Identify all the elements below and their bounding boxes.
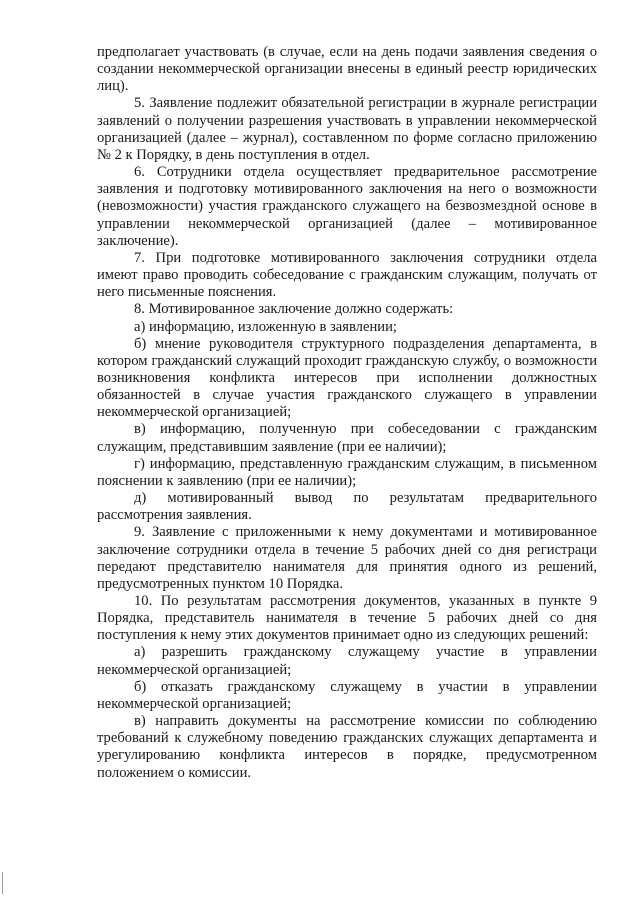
subitem-8v: в) информацию, полученную при собеседовании с гражданским служащим, представившим заявление (при ее наличии); <box>97 421 597 455</box>
subitem-8d: д) мотивированный вывод по результатам предварительного рассмотрения заявления. <box>97 490 597 524</box>
paragraph-continuation: предполагает участвовать (в случае, если на день подачи заявления сведения о создании некоммерческой организации внесены в единый реестр юридических лиц). <box>97 44 597 95</box>
subitem-8g: г) информацию, представленную гражданским служащим, в письменном пояснении к заявлению (при ее наличии); <box>97 455 597 489</box>
subitem-10v: в) направить документы на рассмотрение комиссии по соблюдению требований к служебному поведению гражданских служащих департамента и урегулированию конфликта интересов в порядке, предусмотренном положением о комиссии. <box>97 713 597 781</box>
subitem-8b: б) мнение руководителя структурного подразделения департамента, в котором гражданский служащий проходит гражданскую службу, о возможности возникновения конфликта интересов при исполнении должностных обязанностей в случае участия гражданского служащего в управлении некоммерческой организацией; <box>97 335 597 421</box>
scan-edge-mark <box>2 872 3 894</box>
paragraph-item-5: 5. Заявление подлежит обязательной регистрации в журнале регистрации заявлений о получении разрешения участвовать в управлении некоммерческой организацией (далее – журнал), составленном по форме согласно приложению № 2 к Порядку, в день поступления в отдел. <box>97 95 597 163</box>
paragraph-item-8: 8. Мотивированное заключение должно содержать: <box>134 301 454 318</box>
subitem-8a: а) информацию, изложенную в заявлении; <box>134 318 397 335</box>
paragraph-item-10: 10. По результатам рассмотрения документов, указанных в пункте 9 Порядка, представитель нанимателя в течение 5 рабочих дней со дня поступления к нему этих документов принимает одно из следующих решений: <box>97 593 597 644</box>
subitem-10a: а) разрешить гражданскому служащему участие в управлении некоммерческой организацией; <box>97 644 597 678</box>
paragraph-item-9: 9. Заявление с приложенными к нему документами и мотивированное заключение сотрудники отдела в течение 5 рабочих дней со дня регистраци передают представителю нанимателя для принятия одного из решений, предусмотренных пунктом 10 Порядка. <box>97 524 597 592</box>
document-page <box>97 44 597 782</box>
subitem-10b: б) отказать гражданскому служащему в участии в управлении некоммерческой организацией; <box>97 678 597 712</box>
paragraph-item-7: 7. При подготовке мотивированного заключения сотрудники отдела имеют право проводить собеседование с гражданским служащим, получать от него письменные пояснения. <box>97 249 597 301</box>
paragraph-item-6: 6. Сотрудники отдела осуществляет предварительное рассмотрение заявления и подготовку мотивированного заключения на него о возможности (невозможности) участия гражданского служащего на безвозмездной основе в управлении некоммерческой организацией (далее – мотивированное заключение). <box>97 164 597 249</box>
